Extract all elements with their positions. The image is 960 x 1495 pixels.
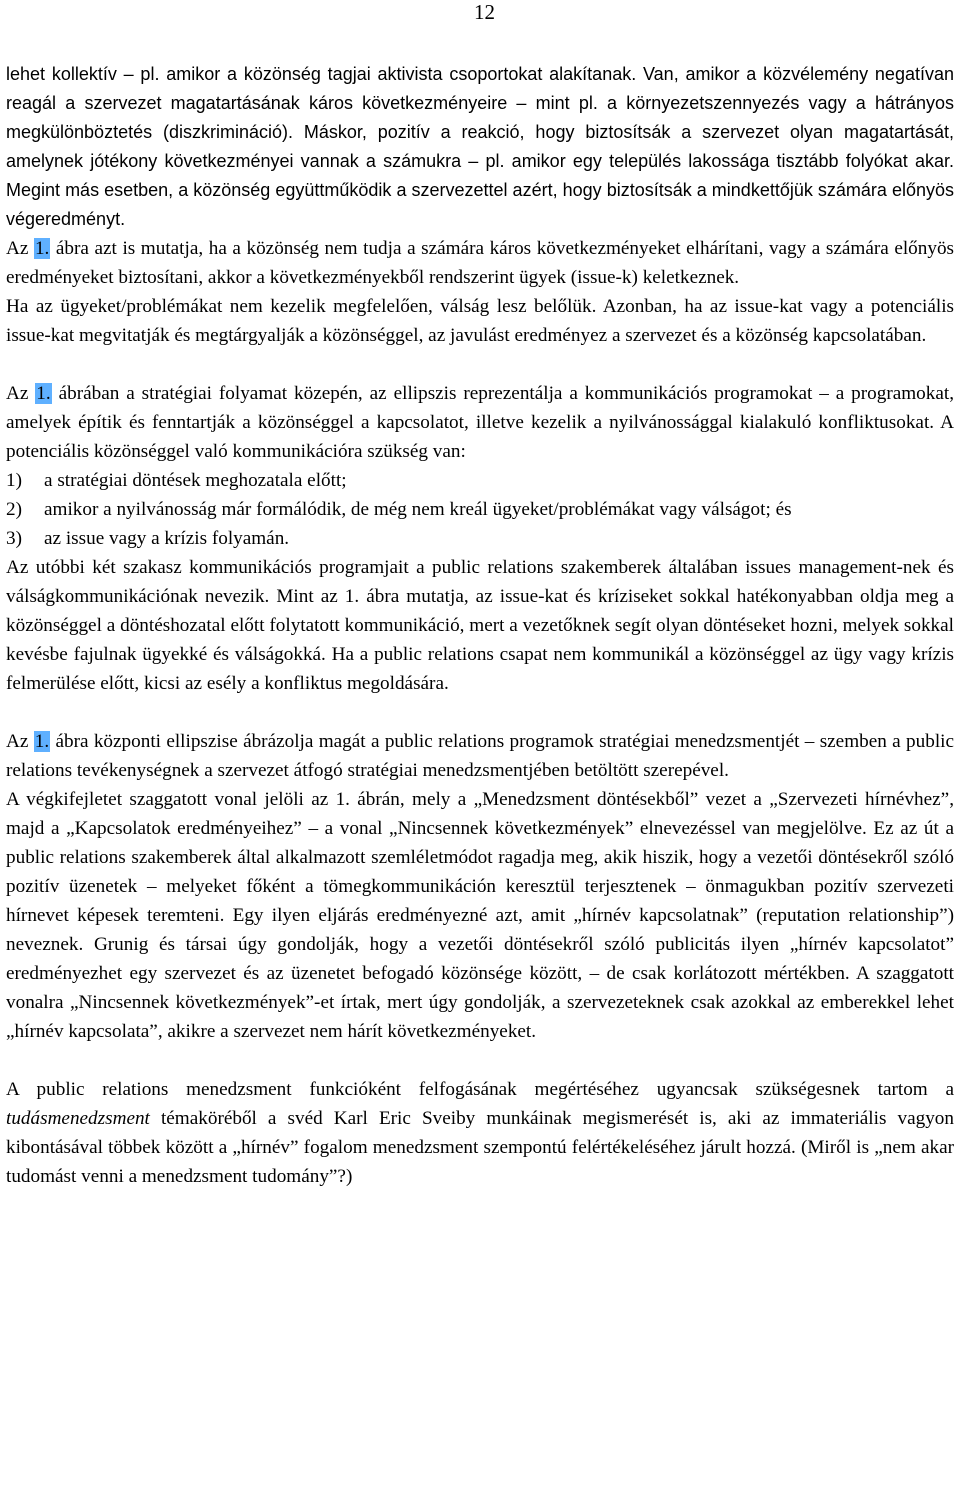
paragraph-dashed-line: A végkifejletet szaggatott vonal jelöli az 1. ábrán, mely a „Menedzsment döntésekből” vezet a „Szervezeti hírnévhez”, majd a „Kapcsolatok eredményeihez” – a vonal „Nincsennek következmények” elnevezéssel van megjelölve. Ez az út a public relations szakemberek által alkalmazott szemléletmódot ragadja meg, akik hiszik, hogy a vezetői döntésekről szóló pozitív üzenetek – melyeket főként a tömegkommunikáción keresztül terjesztenek – önmagukban pozitív szervezeti hírnevet képesek teremteni. Egy ilyen eljárás eredményezné azt, amit „hírnév kapcsolatnak” (reputation relationship”) neveznek. Grunig és társai úgy gondolják, hogy a vezetői döntésekről szóló publicitás ilyen „hírnév kapcsolatot” eredményezhet egy szervezet és az üzenetet befogadó közönsége között, – de csak korlátozott mértékben. A szaggatott vonalra „Nincsennek következmények”-et írtak, mert úgy gondolják, a szervezeteknek csak azokkal az emberekkel lehet „hírnév kapcsolata”, akikre a szervezet nem hárít következményeket. — [6, 789, 954, 1042]
paragraph-crisis: Ha az ügyeket/problémákat nem kezelik megfelelően, válság lesz belőlük. Azonban, ha az issue-kat vagy a potenciális issue-kat megvitatják és megtárgyalják a közönséggel, az javulást eredményez a szervezet és a közönség kapcsolatában. — [6, 296, 954, 346]
list-number: 3) — [6, 528, 22, 549]
paragraph-ellipse — [6, 379, 954, 466]
list-item — [6, 524, 954, 553]
figure-reference-link[interactable]: 1. — [34, 238, 50, 259]
paragraph-public-reactions: lehet kollektív – pl. amikor a közönség tagjai aktivista csoportokat alakítanak. Van, amikor a közvélemény negatívan reagál a szervezet magatartásának káros következményeire – mint pl. a környezetszennyezés vagy a hátrányos megkülönböztetés (diszkrimináció). Máskor, pozitív a reakció, hogy biztosítsák a szervezet olyan magatartását, amelynek jótékony következményei vannak a számukra – pl. amikor egy település lakossága tisztább folyókat akar. Megint más esetben, a közönség együttműködik a szervezettel azért, hogy biztosítsák a mindkettőjük számára előnyös végeredményt. — [6, 64, 954, 229]
list-item — [6, 466, 954, 495]
list-text: amikor a nyilvánosság már formálódik, de még nem kreál ügyeket/problémákat vagy válságot; és — [44, 499, 792, 520]
text-segment: ábra azt is mutatja, ha a közönség nem tudja a számára káros következményeket elhárítani, vagy a számára előnyös eredményeket biztosítani, akkor a következményekből rendszerint ügyek (issue-k) keletkeznek. — [6, 238, 955, 288]
list-text: az issue vagy a krízis folyamán. — [44, 528, 290, 549]
list-item — [6, 495, 954, 524]
paragraph-issues-origin — [6, 234, 954, 292]
text-segment: Az — [6, 238, 34, 259]
paragraph-spacer — [6, 698, 954, 727]
list-number: 2) — [6, 499, 22, 520]
figure-reference-link[interactable]: 1. — [36, 383, 51, 404]
figure-reference-link[interactable]: 1. — [34, 731, 50, 752]
paragraph-spacer — [6, 350, 954, 379]
paragraph-issues-management: Az utóbbi két szakasz kommunikációs programjait a public relations szakemberek általában issues management-nek és válságkommunikációnak nevezik. Mint az 1. ábra mutatja, az issue-kat és kríziseket sokkal hatékonyabban oldja meg a közönséggel a döntéshozatal előtt folytatott kommunikáció, mert a vezetőknek segít olyan döntéseket hozni, melyek sokkal kevésbe fajulnak ügyekké és válságokká. Ha a public relations csapat nem kommunikál a közönséggel az ügy vagy krízis felmerülése előtt, kicsi az esély a konfliktus megoldására. — [6, 557, 954, 694]
communication-stages-list — [6, 466, 954, 553]
paragraph-knowledge-management — [6, 1075, 954, 1191]
text-segment: ábrában a stratégiai folyamat közepén, az ellipszis reprezentálja a kommunikációs programokat – a programokat, amelyek építik és fenntartják a közönséggel a kapcsolatot, illetve kezelik a nyilvánossággal kialakuló konfliktusokat. A potenciális közönséggel való kommunikációra szükség van: — [6, 383, 954, 462]
page-content — [6, 60, 954, 1191]
list-text: a stratégiai döntések meghozatala előtt; — [44, 470, 347, 491]
list-number: 1) — [6, 470, 22, 491]
text-segment: ábra központi ellipszise ábrázolja magát a public relations programok stratégiai menedzsmentjét – szemben a public relations tevékenységnek a szervezet átfogó stratégiai menedzsmentjében betöltött szerepével. — [6, 731, 955, 781]
text-segment: A public relations menedzsment funkcióként felfogásának megértéséhez ugyancsak szükségesnek tartom a — [6, 1079, 954, 1100]
text-segment: Az — [6, 383, 36, 404]
paragraph-spacer — [6, 1046, 954, 1075]
paragraph-central-ellipse — [6, 727, 954, 785]
italic-term: tudásmenedzsment — [6, 1108, 150, 1129]
text-segment: témaköréből a svéd Karl Eric Sveiby munkáinak megismerését is, aki az immateriális vagyon kibontásával többek között a „hírnév” fogalom menedzsment szempontú felértékeléséhez járult hozzá. (Miről is „nem akar tudomást venni a menedzsment tudomány”?) — [6, 1108, 954, 1187]
text-segment: Az — [6, 731, 34, 752]
page-number: 12 — [474, 0, 495, 24]
